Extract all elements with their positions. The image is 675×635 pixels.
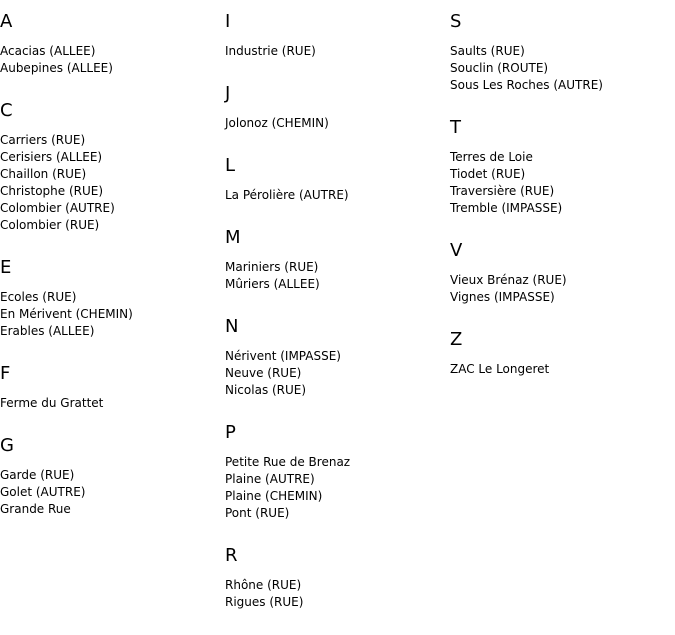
letter-heading: F [0, 363, 11, 384]
street-link[interactable]: En Mérivent (CHEMIN) [0, 307, 133, 321]
group-spacer [450, 306, 670, 330]
letter-heading: L [225, 155, 236, 176]
street-link[interactable]: Golet (AUTRE) [0, 485, 86, 499]
street-link[interactable]: Vieux Brénaz (RUE) [450, 273, 567, 287]
street-link[interactable]: Aubepines (ALLEE) [0, 61, 113, 75]
letter-heading: E [0, 257, 12, 278]
group-spacer [0, 340, 220, 364]
street-link[interactable]: Vignes (IMPASSE) [450, 290, 555, 304]
letter-group-r [225, 546, 445, 635]
street-link[interactable]: Sous Les Roches (AUTRE) [450, 78, 603, 92]
street-link[interactable]: La Pérolière (AUTRE) [225, 188, 349, 202]
street-index-column-3 [450, 12, 670, 402]
letter-heading: P [225, 422, 236, 443]
street-link[interactable]: Erables (ALLEE) [0, 324, 95, 338]
street-link[interactable]: Carriers (RUE) [0, 133, 86, 147]
group-spacer [450, 94, 670, 118]
group-spacer [225, 132, 445, 156]
street-link[interactable]: Mariniers (RUE) [225, 260, 319, 274]
letter-group-c [0, 101, 220, 258]
letter-group-v [450, 241, 670, 330]
letter-heading: A [0, 11, 13, 32]
group-spacer [225, 399, 445, 423]
street-link[interactable]: Neuve (RUE) [225, 366, 302, 380]
group-spacer [0, 518, 220, 542]
letter-group-g [0, 436, 220, 542]
street-link[interactable]: Mûriers (ALLEE) [225, 277, 320, 291]
street-link[interactable]: Ecoles (RUE) [0, 290, 77, 304]
street-link[interactable]: Nicolas (RUE) [225, 383, 307, 397]
letter-group-z [450, 330, 670, 402]
letter-group-i [225, 12, 445, 84]
group-spacer [450, 378, 670, 402]
street-link[interactable]: Christophe (RUE) [0, 184, 104, 198]
letter-group-j [225, 84, 445, 156]
group-spacer [225, 522, 445, 546]
street-link[interactable]: Ferme du Grattet [0, 396, 104, 410]
letter-group-p [225, 423, 445, 546]
street-link[interactable]: Souclin (ROUTE) [450, 61, 549, 75]
letter-heading: N [225, 316, 239, 337]
street-link[interactable]: Chaillon (RUE) [0, 167, 87, 181]
group-spacer [225, 60, 445, 84]
street-link[interactable]: Tiodet (RUE) [450, 167, 526, 181]
letter-heading: C [0, 100, 13, 121]
street-link[interactable]: Acacias (ALLEE) [0, 44, 96, 58]
letter-group-s [450, 12, 670, 118]
letter-heading: J [225, 83, 231, 104]
letter-group-l [225, 156, 445, 228]
street-link[interactable]: Nérivent (IMPASSE) [225, 349, 341, 363]
letter-group-t [450, 118, 670, 241]
street-link[interactable]: Colombier (AUTRE) [0, 201, 115, 215]
group-spacer [225, 611, 445, 635]
street-link[interactable]: Terres de Loie [450, 150, 533, 164]
letter-heading: Z [450, 329, 463, 350]
group-spacer [0, 234, 220, 258]
street-index-column-2 [225, 12, 445, 635]
street-link[interactable]: Traversière (RUE) [450, 184, 555, 198]
street-link[interactable]: Cerisiers (ALLEE) [0, 150, 103, 164]
letter-heading: T [450, 117, 461, 138]
letter-heading: R [225, 545, 238, 566]
letter-heading: M [225, 227, 241, 248]
street-link[interactable]: Petite Rue de Brenaz [225, 455, 351, 469]
letter-group-f [0, 364, 220, 436]
street-link[interactable]: ZAC Le Longeret [450, 362, 550, 376]
street-link[interactable]: Saults (RUE) [450, 44, 525, 58]
letter-group-n [225, 317, 445, 423]
letter-group-m [225, 228, 445, 317]
street-link[interactable]: Plaine (CHEMIN) [225, 489, 323, 503]
street-link[interactable]: Plaine (AUTRE) [225, 472, 315, 486]
letter-group-a [0, 12, 220, 101]
letter-heading: G [0, 435, 14, 456]
street-link[interactable]: Garde (RUE) [0, 468, 75, 482]
street-link[interactable]: Pont (RUE) [225, 506, 290, 520]
street-link[interactable]: Grande Rue [0, 502, 71, 516]
group-spacer [225, 293, 445, 317]
group-spacer [225, 204, 445, 228]
street-link[interactable]: Rigues (RUE) [225, 595, 304, 609]
street-link[interactable]: Tremble (IMPASSE) [450, 201, 563, 215]
street-link[interactable]: Rhône (RUE) [225, 578, 302, 592]
street-link[interactable]: Jolonoz (CHEMIN) [225, 116, 329, 130]
street-index-column-1 [0, 12, 220, 542]
letter-heading: I [225, 11, 231, 32]
group-spacer [0, 77, 220, 101]
letter-heading: V [450, 240, 463, 261]
letter-group-e [0, 258, 220, 364]
street-link[interactable]: Industrie (RUE) [225, 44, 316, 58]
street-link[interactable]: Colombier (RUE) [0, 218, 100, 232]
letter-heading: S [450, 11, 462, 32]
group-spacer [450, 217, 670, 241]
group-spacer [0, 412, 220, 436]
